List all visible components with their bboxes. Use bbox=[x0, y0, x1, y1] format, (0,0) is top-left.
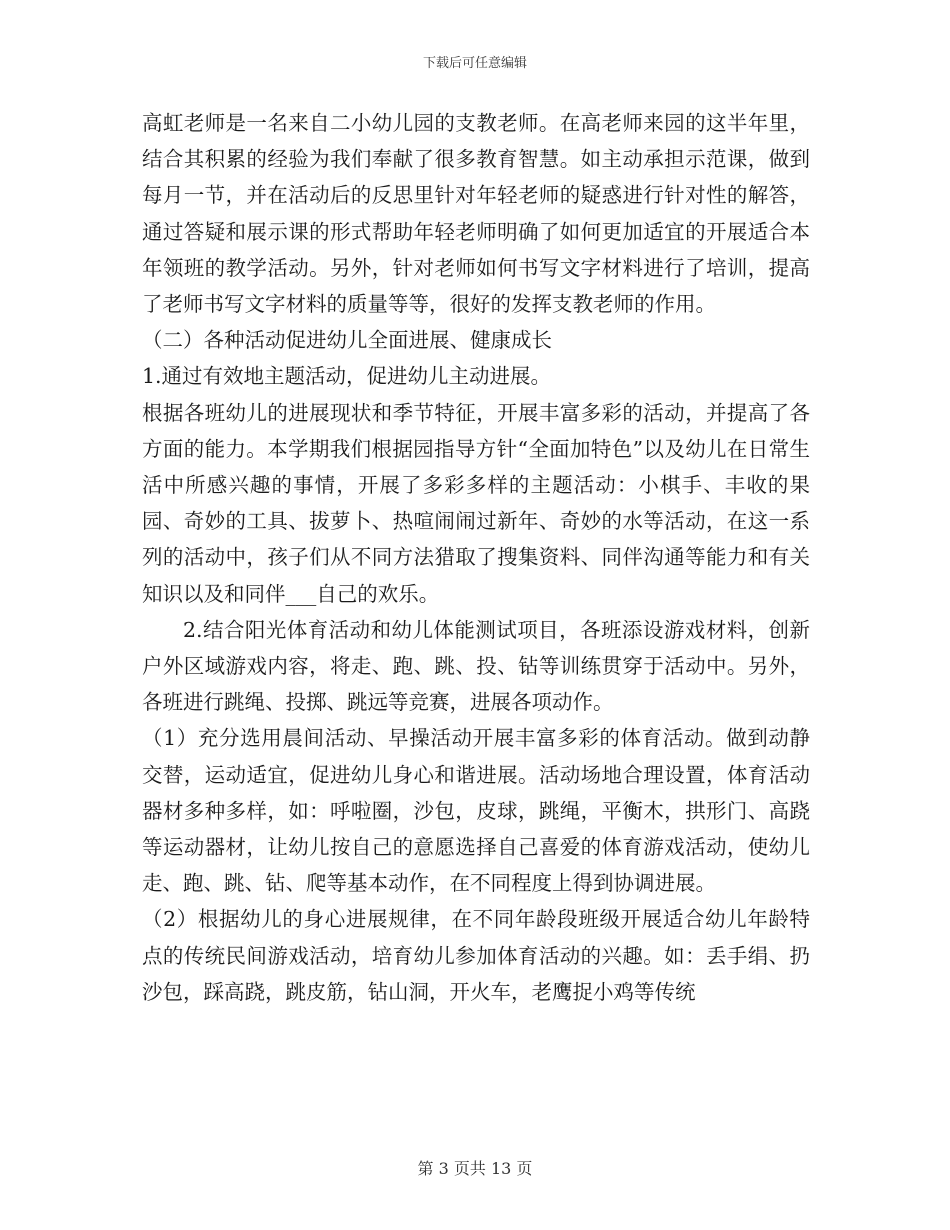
subheading-theme-activities: 1.通过有效地主题活动，促进幼儿主动进展。 bbox=[142, 364, 552, 389]
paragraph-theme-activities: 根据各班幼儿的进展现状和季节特征，开展丰富多彩的活动，并提高了各方面的能力。本学期我们根据园指导方针“全面加特色”以及幼儿在日常生活中所感兴趣的事情，开展了多彩多样的主题活动：小棋手、丰收的果园、奇妙的工具、拔萝卜、热喧闹闹过新年、奇妙的水等活动，在这一系列的活动中，孩子们从不同方法猎取了搜集资料、同伴沟通等能力和有关知识以及和同伴___自己的欢乐。 bbox=[142, 400, 810, 606]
page-header-note: 下载后可任意编辑 bbox=[422, 56, 527, 71]
paragraph-sunshine-sports: 2.结合阳光体育活动和幼儿体能测试项目，各班添设游戏材料，创新户外区域游戏内容，将走、跑、跳、投、钻等训练贯穿于活动中。另外，各班进行跳绳、投掷、跳远等竞赛，进展各项动作。 bbox=[142, 617, 810, 715]
page-number-footer: 第 3 页共 13 页 bbox=[417, 1159, 533, 1178]
document-body bbox=[142, 105, 810, 1010]
paragraph-morning-activities: （1）充分选用晨间活动、早操活动开展丰富多彩的体育活动。做到动静交替，运动适宜，促进幼儿身心和谐进展。活动场地合理设置，体育活动器材多种多样，如：呼啦圈，沙包，皮球，跳绳，平衡木，拱形门、高跷等运动器材，让幼儿按自己的意愿选择自己喜爱的体育游戏活动，使幼儿走、跑、跳、钻、爬等基本动作，在不同程度上得到协调进展。 bbox=[142, 726, 810, 896]
paragraph-folk-games: （2）根据幼儿的身心进展规律，在不同年龄段班级开展适合幼儿年龄特点的传统民间游戏活动，培育幼儿参加体育活动的兴趣。如：丢手绢、扔沙包，踩高跷，跳皮筋，钻山洞，开火车，老鹰捉小鸡等传统 bbox=[142, 907, 810, 1004]
paragraph-teacher-support: 高虹老师是一名来自二小幼儿园的支教老师。在高老师来园的这半年里，结合其积累的经验为我们奉献了很多教育智慧。如主动承担示范课，做到每月一节，并在活动后的反思里针对年轻老师的疑惑进行针对性的解答，通过答疑和展示课的形式帮助年轻老师明确了如何更加适宜的开展适合本年领班的教学活动。另外，针对老师如何书写文字材料进行了培训，提高了老师书写文字材料的质量等等，很好的发挥支教老师的作用。 bbox=[142, 111, 810, 317]
section-heading-activities: （二）各种活动促进幼儿全面进展、健康成长 bbox=[142, 328, 552, 353]
